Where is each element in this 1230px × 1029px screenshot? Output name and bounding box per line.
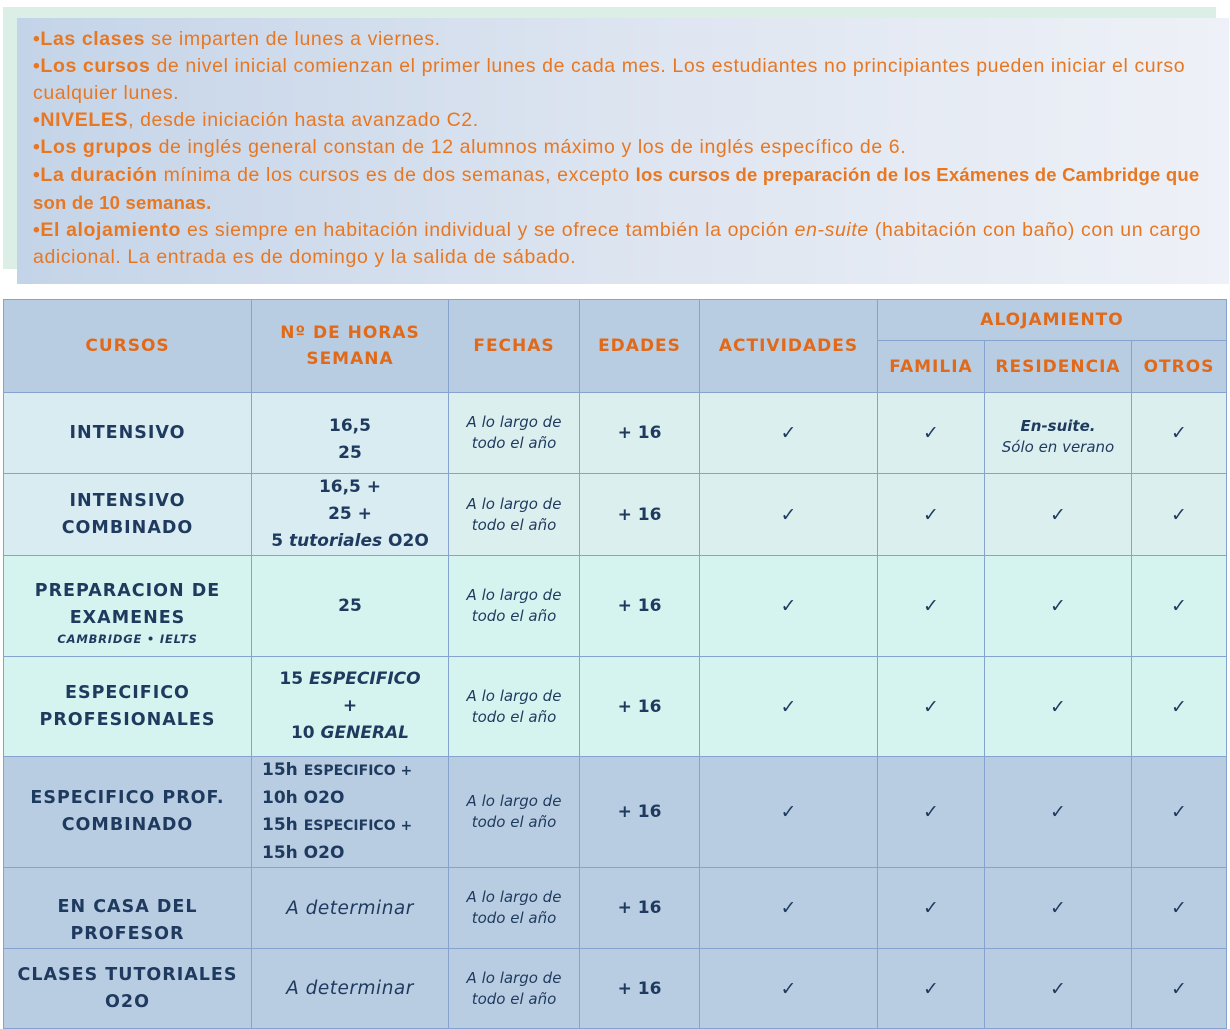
check-icon: ✓ [878, 868, 985, 949]
course-age: + 16 [580, 868, 700, 949]
course-name: INTENSIVO COMBINADO [4, 474, 252, 556]
table-row [4, 556, 1227, 657]
course-dates: A lo largo de todo el año [449, 757, 580, 868]
info-line: •Los grupos de inglés general constan de 12 alumnos máximo y los de inglés específico de 6. [33, 136, 907, 158]
course-dates: A lo largo de todo el año [449, 556, 580, 657]
info-line: •El alojamiento es siempre en habitación individual y se ofrece también la opción en-suite (habitación con baño) con un cargo adicional. La entrada es de domingo y la salida de sábado. [33, 219, 1201, 268]
table-row [4, 757, 1227, 868]
course-dates: A lo largo de todo el año [449, 474, 580, 556]
course-dates: A lo largo de todo el año [449, 949, 580, 1029]
check-icon: ✓ [878, 556, 985, 657]
course-age: + 16 [580, 393, 700, 474]
table-row [4, 474, 1227, 556]
check-icon: ✓ [985, 757, 1132, 868]
check-icon: ✓ [700, 757, 878, 868]
course-dates: A lo largo de todo el año [449, 393, 580, 474]
course-hours: 16,5 25 [252, 393, 449, 474]
check-icon: ✓ [700, 868, 878, 949]
info-line: •NIVELES, desde iniciación hasta avanzado C2. [33, 109, 479, 131]
course-hours: A determinar [252, 868, 449, 949]
check-icon: ✓ [985, 556, 1132, 657]
header-edades: EDADES [580, 300, 700, 393]
table-row [4, 393, 1227, 474]
check-icon: ✓ [878, 757, 985, 868]
course-hours: A determinar [252, 949, 449, 1029]
course-hours: 15 ESPECIFICO + 10 GENERAL [252, 657, 449, 757]
info-line: •Los cursos de nivel inicial comienzan el primer lunes de cada mes. Los estudiantes no principiantes pueden iniciar el curso cualquier lunes. [33, 55, 1186, 104]
table-row [4, 868, 1227, 949]
course-hours: 16,5 + 25 + 5 tutoriales O2O [252, 474, 449, 556]
check-icon: ✓ [1132, 949, 1227, 1029]
header-fechas: FECHAS [449, 300, 580, 393]
check-icon: ✓ [878, 657, 985, 757]
check-icon: ✓ [985, 949, 1132, 1029]
header-cursos: CURSOS [4, 300, 252, 393]
check-icon: ✓ [878, 474, 985, 556]
course-hours: 15h ESPECIFICO + 10h O2O 15h ESPECIFICO + 15h O2O [252, 757, 449, 868]
check-icon: ✓ [700, 556, 878, 657]
course-name: INTENSIVO [4, 393, 252, 474]
course-dates: A lo largo de todo el año [449, 657, 580, 757]
check-icon: ✓ [700, 393, 878, 474]
check-icon: ✓ [1132, 657, 1227, 757]
check-icon: ✓ [1132, 757, 1227, 868]
header-familia: FAMILIA [878, 341, 985, 393]
courses-table [3, 299, 1227, 1029]
check-icon: ✓ [1132, 393, 1227, 474]
check-icon: ✓ [985, 868, 1132, 949]
course-age: + 16 [580, 556, 700, 657]
header-otros: OTROS [1132, 341, 1227, 393]
header-actividades: ACTIVIDADES [700, 300, 878, 393]
course-age: + 16 [580, 949, 700, 1029]
course-age: + 16 [580, 757, 700, 868]
header-horas: Nº DE HORAS SEMANA [252, 300, 449, 393]
check-icon: ✓ [1132, 556, 1227, 657]
check-icon: ✓ [1132, 474, 1227, 556]
check-icon: ✓ [985, 657, 1132, 757]
header-alojamiento: ALOJAMIENTO [878, 300, 1227, 341]
course-dates: A lo largo de todo el año [449, 868, 580, 949]
table-row [4, 949, 1227, 1029]
course-age: + 16 [580, 474, 700, 556]
check-icon: ✓ [1132, 868, 1227, 949]
course-name: ESPECIFICO PROFESIONALES [4, 657, 252, 757]
course-age: + 16 [580, 657, 700, 757]
check-icon: ✓ [878, 393, 985, 474]
check-icon: ✓ [878, 949, 985, 1029]
check-icon: ✓ [700, 949, 878, 1029]
info-line: •La duración mínima de los cursos es de dos semanas, excepto los cursos de preparación de los Exámenes de Cambridge que son de 10 semanas. [33, 164, 1200, 213]
check-icon: ✓ [985, 474, 1132, 556]
course-hours: 25 [252, 556, 449, 657]
check-icon: ✓ [700, 657, 878, 757]
residencia-note: En-suite. Sólo en verano [985, 393, 1132, 474]
check-icon: ✓ [700, 474, 878, 556]
info-line: •Las clases se imparten de lunes a viernes. [33, 28, 441, 50]
course-name: ESPECIFICO PROF. COMBINADO [4, 757, 252, 868]
course-name: PREPARACION DE EXAMENES CAMBRIDGE • IELTS [4, 556, 252, 657]
info-box [17, 18, 1229, 284]
header-residencia: RESIDENCIA [985, 341, 1132, 393]
table-row [4, 657, 1227, 757]
course-name: CLASES TUTORIALES O2O [4, 949, 252, 1029]
course-name: EN CASA DEL PROFESOR [4, 868, 252, 949]
